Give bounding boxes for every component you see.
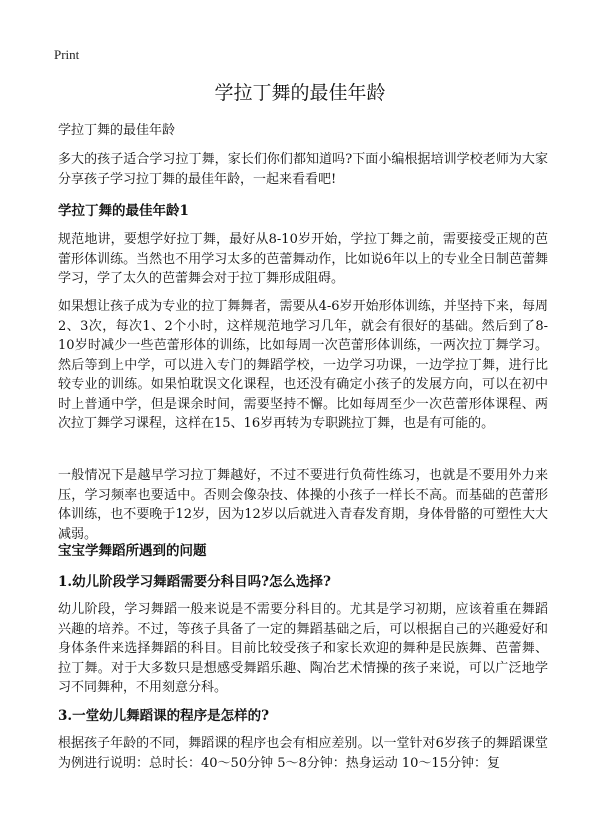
subtitle-text: 学拉丁舞的最佳年龄 (58, 123, 176, 138)
intro-paragraph: 多大的孩子适合学习拉丁舞，家长们你们都知道吗?下面小编根据培训学校老师为大家分享孩子学习拉丁舞的最佳年龄，一起来看看吧! (58, 152, 548, 187)
print-label[interactable]: Print (54, 47, 80, 62)
section1-paragraph-1: 规范地讲，要想学好拉丁舞，最好从8-10岁开始，学拉丁舞之前，需要接受正规的芭蕾形体训练。当然也不用学习太多的芭蕾舞动作，比如说6年以上的专业全日制芭蕾舞学习，学了太久的芭蕾舞会对于拉丁舞形成阻碍。 (58, 232, 548, 286)
question3-answer: 根据孩子年龄的不同，舞蹈课的程序也会有相应差别。以一堂针对6岁孩子的舞蹈课堂为例进行说明：总时长：40～50分钟 5～8分钟：热身运动 10～15分钟：复 (58, 736, 548, 771)
section1-paragraph-2: 如果想让孩子成为专业的拉丁舞舞者，需要从4-6岁开始形体训练，并坚持下来，每周2、3次，每次1、2个小时，这样规范地学习几年，就会有很好的基础。然后到了8-10岁时减少一些芭蕾形体的训练，比如每周一次芭蕾形体训练，一两次拉丁舞学习。然后等到上中学，可以进入专门的舞蹈学校，一边学习功课，一边学拉丁舞，进行比较专业的训练。如果怕耽误文化课程，也还没有确定小孩子的发展方向，可以在初中时上普通中学，但是课余时间，需要坚持不懈。比如每周至少一次芭蕾形体课程、两次拉丁舞学习课程，这样在15、16岁再转为专职跳拉丁舞，也是有可能的。 (58, 299, 548, 431)
question3-heading: 3.一堂幼儿舞蹈课的程序是怎样的? (58, 708, 270, 724)
question1-answer: 幼儿阶段，学习舞蹈一般来说是不需要分科目的。尤其是学习初期，应该着重在舞蹈兴趣的培养。不过，等孩子具备了一定的舞蹈基础之后，可以根据自己的兴趣爱好和身体条件来选择舞蹈的科目。目前比较受孩子和家长欢迎的舞种是民族舞、芭蕾舞、拉丁舞。对于大多数只是想感受舞蹈乐趣、陶冶艺术情操的孩子来说，可以广泛地学习不同舞种，不用刻意分科。 (58, 602, 548, 695)
question1-heading: 1.幼儿阶段学习舞蹈需要分科目吗?怎么选择? (58, 574, 331, 590)
page-title: 学拉丁舞的最佳年龄 (214, 82, 386, 104)
section1-heading: 学拉丁舞的最佳年龄1 (58, 203, 189, 219)
section2-heading: 宝宝学舞蹈所遇到的问题 (58, 543, 207, 559)
section1-paragraph-3: 一般情况下是越早学习拉丁舞越好，不过不要进行负荷性练习，也就是不要用外力来压，学习频率也要适中。否则会像杂技、体操的小孩子一样长不高。而基础的芭蕾形体训练，也不要晚于12岁，因为12岁以后就进入青春发育期，身体骨骼的可塑性大大减弱。 (58, 468, 548, 542)
